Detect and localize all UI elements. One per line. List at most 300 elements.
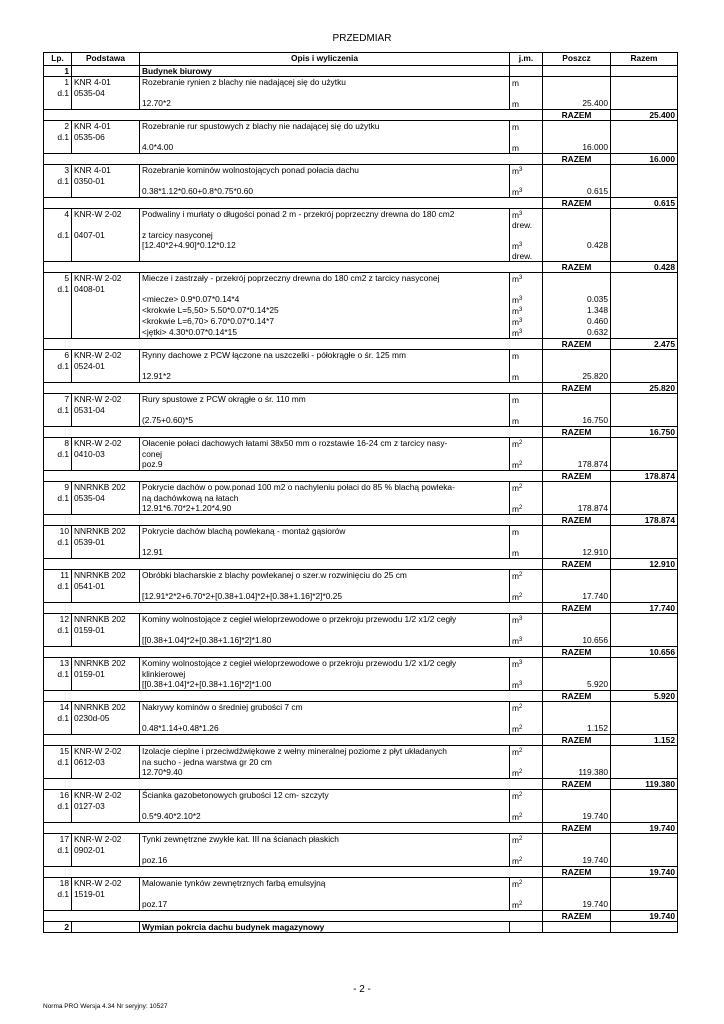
item-d-label: d.1 [44,581,72,591]
item-unit [510,702,543,714]
razem-label: RAZEM [543,647,611,658]
calc-value: 19.740 [543,855,611,867]
razem-label: RAZEM [543,691,611,702]
calc-row [44,240,678,262]
item-row-cont [44,757,678,767]
razem-total: 19.740 [611,911,678,922]
unit-base: m [512,900,519,910]
item-description-cont [140,845,510,855]
razem-total: 16.000 [611,154,678,165]
unit-base: m [512,835,519,845]
calc-expression: 0.48*1.14+0.48*1.26 [140,723,510,735]
calc-expression: 12.70*2 [140,98,510,110]
calc-expression: <krokwie L=5,50> 5.50*0.07*0.14*25 [140,305,510,316]
item-base-number: 0535-06 [72,132,140,142]
item-row [44,438,678,450]
calc-expression: <miecze> 0.9*0.07*0.14*4 [140,294,510,305]
item-number: 12 [44,614,72,626]
item-description-cont: conej [140,449,510,459]
calc-unit [510,415,543,427]
item-d-label: d.1 [44,713,72,723]
item-number: 3 [44,165,72,177]
calc-value: 12.910 [543,547,611,559]
unit-exponent: 2 [518,901,523,907]
unit-base: m [512,328,519,338]
item-number: 10 [44,526,72,538]
calc-value: 119.380 [543,767,611,779]
unit-base: m [512,768,519,778]
unit-exponent: 2 [518,440,523,446]
unit-exponent: 2 [518,836,523,842]
razem-total: 0.428 [611,262,678,273]
calc-value: 0.460 [543,316,611,327]
unit-base: m [512,636,519,646]
item-description: Tynki zewnętrzne zwykłe kat. III na ścianach płaskich [140,834,510,846]
calc-value: 10.656 [543,635,611,647]
razem-row [44,339,678,350]
calc-row [44,459,678,471]
item-base-code: KNR-W 2-02 [72,438,140,450]
calc-row [44,98,678,110]
item-row [44,165,678,177]
item-base-number: 0531-04 [72,405,140,415]
unit-base: m [512,295,519,305]
item-description: Kominy wolnostojące z cegieł wieloprzewodowe o przekroju przewodu 1/2 x1/2 cegły [140,614,510,626]
calc-value: 16.750 [543,415,611,427]
razem-row [44,867,678,878]
item-row-cont [44,284,678,294]
razem-total: 5.920 [611,691,678,702]
item-unit [510,350,543,362]
item-base-number: 0902-01 [72,845,140,855]
unit-exponent: 3 [518,637,523,643]
item-unit [510,482,543,494]
calc-value: 0.615 [543,186,611,198]
unit-base: m [512,571,519,581]
item-unit [510,209,543,231]
item-number: 11 [44,570,72,582]
calc-value: 0.428 [543,240,611,262]
item-d-label: d.1 [44,405,72,415]
item-d-label: d.1 [44,493,72,503]
item-base-number: 0127-03 [72,801,140,811]
item-description-cont: klinkierowej [140,669,510,679]
razem-total: 19.740 [611,867,678,878]
item-d-label: d.1 [44,537,72,547]
calc-row [44,855,678,867]
item-number: 13 [44,658,72,670]
razem-total: 25.820 [611,383,678,394]
item-description-cont [140,889,510,899]
item-base-number: 0159-01 [72,669,140,679]
calc-unit [510,186,543,198]
razem-row [44,427,678,438]
item-base-code: KNR 4-01 [72,77,140,89]
item-row-cont [44,493,678,503]
calc-unit [510,899,543,911]
calc-row [44,591,678,603]
unit-exponent: 2 [518,813,523,819]
unit-suffix: drew. [512,220,533,230]
calc-value: 5.920 [543,679,611,691]
razem-total: 19.740 [611,823,678,834]
unit-base: m [512,703,519,713]
item-base-number: 0524-01 [72,361,140,371]
calc-expression: 12.70*9.40 [140,767,510,779]
item-base-number: 0408-01 [72,284,140,294]
item-row [44,394,678,406]
item-base-code: NNRNKB 202 [72,570,140,582]
unit-exponent: 3 [518,242,523,248]
unit-base: m [512,372,519,382]
item-description-cont [140,581,510,591]
item-description: Rozebranie rynien z blachy nie nadającej się do użytku [140,77,510,89]
calc-unit [510,98,543,110]
item-number: 9 [44,482,72,494]
item-description: Kominy wolnostojące z cegieł wieloprzewodowe o przekroju przewodu 1/2 x1/2 cegły [140,658,510,670]
item-base-code: KNR 4-01 [72,165,140,177]
item-unit [510,570,543,582]
item-row-cont [44,669,678,679]
item-base-number: 0407-01 [72,230,140,240]
item-description-cont [140,284,510,294]
razem-row [44,691,678,702]
unit-base: m [512,747,519,757]
item-row-cont [44,449,678,459]
item-unit [510,658,543,670]
calc-value: 19.740 [543,811,611,823]
calc-row [44,316,678,327]
header-jm: j.m. [510,53,543,66]
table-header-row [44,53,678,66]
razem-row [44,262,678,273]
razem-total: 10.656 [611,647,678,658]
item-base-number: 0541-01 [72,581,140,591]
item-unit [510,790,543,802]
razem-label: RAZEM [543,154,611,165]
calc-expression: poz.9 [140,459,510,471]
calc-row [44,503,678,515]
software-version: Norma PRO Wersja 4.34 Nr seryjny: 10527 [43,1003,168,1010]
razem-total: 2.475 [611,339,678,350]
header-opis: Opis i wyliczenia [140,53,510,66]
header-razem: Razem [611,53,678,66]
razem-label: RAZEM [543,603,611,614]
item-row [44,482,678,494]
calc-unit [510,855,543,867]
item-description-cont [140,405,510,415]
unit-base: m [512,395,519,405]
item-row-cont [44,361,678,371]
calc-unit [510,723,543,735]
item-base-number: 0539-01 [72,537,140,547]
razem-label: RAZEM [543,110,611,121]
przedmiar-table [43,52,678,933]
item-description: Malowanie tynków zewnętrznych farbą emulsyjną [140,878,510,890]
item-d-label: d.1 [44,669,72,679]
item-base-code: KNR-W 2-02 [72,746,140,758]
razem-label: RAZEM [543,427,611,438]
razem-row [44,823,678,834]
unit-base: m [512,122,519,132]
unit-base: m [512,812,519,822]
item-description: Nakrywy kominów o średniej grubości 7 cm [140,702,510,714]
item-base-code: KNR-W 2-02 [72,273,140,285]
item-description: Izolacje cieplne i przeciwdźwiękowe z wełny mineralnej poziome z płyt układanych [140,746,510,758]
item-description-cont: z tarcicy nasyconej [140,230,510,240]
calc-row [44,305,678,316]
calc-expression: 0.38*1.12*0.60+0.8*0.75*0.60 [140,186,510,198]
item-number: 5 [44,273,72,285]
razem-row [44,911,678,922]
unit-exponent: 2 [518,484,523,490]
item-base-code: NNRNKB 202 [72,614,140,626]
item-base-code: KNR-W 2-02 [72,878,140,890]
item-description: Ścianka gazobetonowych grubości 12 cm- szczyty [140,790,510,802]
item-d-label: d.1 [44,889,72,899]
item-base-code: KNR-W 2-02 [72,790,140,802]
item-number: 14 [44,702,72,714]
unit-exponent: 2 [518,748,523,754]
calc-row [44,811,678,823]
calc-value: 19.740 [543,899,611,911]
calc-value: 0.035 [543,294,611,305]
unit-exponent: 2 [518,725,523,731]
unit-exponent: 3 [518,616,523,622]
item-base-number: 0410-03 [72,449,140,459]
item-base-code: KNR-W 2-02 [72,350,140,362]
razem-row [44,735,678,746]
unit-base: m [512,99,519,109]
calc-expression: <jętki> 4.30*0.07*0.14*15 [140,327,510,339]
calc-unit [510,240,543,262]
unit-exponent: 2 [518,792,523,798]
item-description: Rozebranie kominów wolnostojących ponad połacia dachu [140,165,510,177]
item-row [44,121,678,133]
calc-unit [510,811,543,823]
item-number: 17 [44,834,72,846]
item-d-label: d.1 [44,757,72,767]
item-description: Rury spustowe z PCW okrągłe o śr. 110 mm [140,394,510,406]
item-unit [510,438,543,450]
unit-exponent: 2 [518,704,523,710]
unit-base: m [512,306,519,316]
section-title: Wymian pokrcia dachu budynek magazynowy [140,922,510,933]
unit-base: m [512,210,519,220]
unit-exponent: 3 [518,275,523,281]
item-d-label: d.1 [44,449,72,459]
item-base-number: 0535-04 [72,493,140,503]
razem-total: 12.910 [611,559,678,570]
item-description-cont: ną dachówkową na łatach [140,493,510,503]
calc-row [44,371,678,383]
razem-total: 17.740 [611,603,678,614]
calc-expression: [[0.38+1.04]*2+[0.38+1.16]*2]*1.00 [140,679,510,691]
item-row [44,746,678,758]
calc-value: 178.874 [543,503,611,515]
item-base-number: 0612-03 [72,757,140,767]
unit-base: m [512,659,519,669]
item-d-label: d.1 [44,132,72,142]
razem-label: RAZEM [543,471,611,482]
unit-exponent: 3 [518,167,523,173]
item-unit [510,273,543,285]
item-d-label: d.1 [44,845,72,855]
item-row-cont [44,625,678,635]
item-base-code: KNR 4-01 [72,121,140,133]
header-poszcz: Poszcz [543,53,611,66]
item-row [44,570,678,582]
item-row-cont [44,176,678,186]
unit-base: m [512,504,519,514]
razem-row [44,603,678,614]
razem-label: RAZEM [543,262,611,273]
unit-exponent: 2 [518,593,523,599]
calc-expression: poz.16 [140,855,510,867]
calc-expression: [12.91*2*2+6.70*2+[0.38+1.04]*2+[0.38+1.16]*2]*0.25 [140,591,510,603]
item-row [44,614,678,626]
item-description: Pokrycie dachów blachą powlekaną - montaż gąsiorów [140,526,510,538]
unit-base: m [512,187,519,197]
unit-base: m [512,724,519,734]
item-base-number: 0350-01 [72,176,140,186]
item-description-cont [140,713,510,723]
razem-row [44,471,678,482]
header-lp: Lp. [44,53,72,66]
item-unit [510,77,543,89]
razem-label: RAZEM [543,559,611,570]
calc-value: 178.874 [543,459,611,471]
calc-value: 25.820 [543,371,611,383]
razem-row [44,154,678,165]
item-row-cont [44,801,678,811]
item-description-cont [140,537,510,547]
item-row-cont [44,88,678,98]
item-unit [510,878,543,890]
razem-label: RAZEM [543,867,611,878]
unit-exponent: 3 [518,318,523,324]
unit-base: m [512,143,519,153]
item-row-cont [44,132,678,142]
section-number: 2 [44,922,72,933]
calc-unit [510,316,543,327]
calc-value: 16.000 [543,142,611,154]
item-row-cont [44,537,678,547]
calc-expression: 12.91*6.70*2+1.20*4.90 [140,503,510,515]
calc-unit [510,679,543,691]
unit-base: m [512,416,519,426]
item-d-label: d.1 [44,284,72,294]
unit-exponent: 3 [518,660,523,666]
item-row-cont [44,230,678,240]
unit-base: m [512,317,519,327]
unit-base: m [512,166,519,176]
section-title: Budynek biurowy [140,66,510,77]
item-unit [510,834,543,846]
item-description-cont [140,176,510,186]
calc-expression: 4.0*4.00 [140,142,510,154]
unit-base: m [512,879,519,889]
item-number: 1 [44,77,72,89]
razem-row [44,779,678,790]
unit-base: m [512,680,519,690]
item-description: Rozebranie rur spustowych z blachy nie nadającej się do użytku [140,121,510,133]
calc-row [44,186,678,198]
calc-expression: <krokwie L=6,70> 6.70*0.07*0.14*7 [140,316,510,327]
item-row [44,790,678,802]
item-row-cont [44,889,678,899]
item-unit [510,526,543,538]
item-base-code: KNR-W 2-02 [72,209,140,231]
calc-row [44,327,678,339]
item-number: 4 [44,209,72,231]
unit-exponent: 2 [518,505,523,511]
calc-value: 1.348 [543,305,611,316]
item-base-code: KNR-W 2-02 [72,834,140,846]
item-base-code: NNRNKB 202 [72,702,140,714]
item-description-cont [140,625,510,635]
razem-label: RAZEM [543,515,611,526]
item-description: Obróbki blacharskie z blachy powlekanej o szer.w rozwinięciu do 25 cm [140,570,510,582]
calc-unit [510,294,543,305]
calc-row [44,294,678,305]
calc-row [44,723,678,735]
item-row-cont [44,581,678,591]
item-description: Rynny dachowe z PCW łączone na uszczelki - półokrągłe o śr. 125 mm [140,350,510,362]
razem-row [44,383,678,394]
razem-total: 1.152 [611,735,678,746]
item-d-label: d.1 [44,625,72,635]
item-base-code: NNRNKB 202 [72,482,140,494]
item-number: 2 [44,121,72,133]
unit-base: m [512,527,519,537]
item-base-code: NNRNKB 202 [72,658,140,670]
item-description-cont [140,801,510,811]
unit-exponent: 2 [518,880,523,886]
calc-unit [510,142,543,154]
unit-exponent: 2 [518,769,523,775]
calc-unit [510,591,543,603]
item-description: Pokrycie dachów o pow.ponad 100 m2 o nachyleniu połaci do 85 % blachą powleka- [140,482,510,494]
section-row [44,66,678,77]
header-podstawa: Podstawa [72,53,140,66]
calc-row [44,635,678,647]
item-number: 16 [44,790,72,802]
calc-value: 1.152 [543,723,611,735]
calc-unit [510,327,543,339]
razem-label: RAZEM [543,383,611,394]
razem-total: 119.380 [611,779,678,790]
item-description-cont: na sucho - jedna warstwa gr 20 cm [140,757,510,767]
item-row [44,77,678,89]
calc-row [44,767,678,779]
unit-base: m [512,78,519,88]
calc-row [44,679,678,691]
item-row [44,350,678,362]
item-base-number: 0159-01 [72,625,140,635]
unit-base: m [512,856,519,866]
item-row [44,702,678,714]
razem-total: 16.750 [611,427,678,438]
item-unit [510,165,543,177]
item-base-number: 0230d-05 [72,713,140,723]
item-d-label: d.1 [44,88,72,98]
item-row [44,273,678,285]
section-row [44,922,678,933]
razem-row [44,647,678,658]
calc-expression: poz.17 [140,899,510,911]
item-number: 7 [44,394,72,406]
